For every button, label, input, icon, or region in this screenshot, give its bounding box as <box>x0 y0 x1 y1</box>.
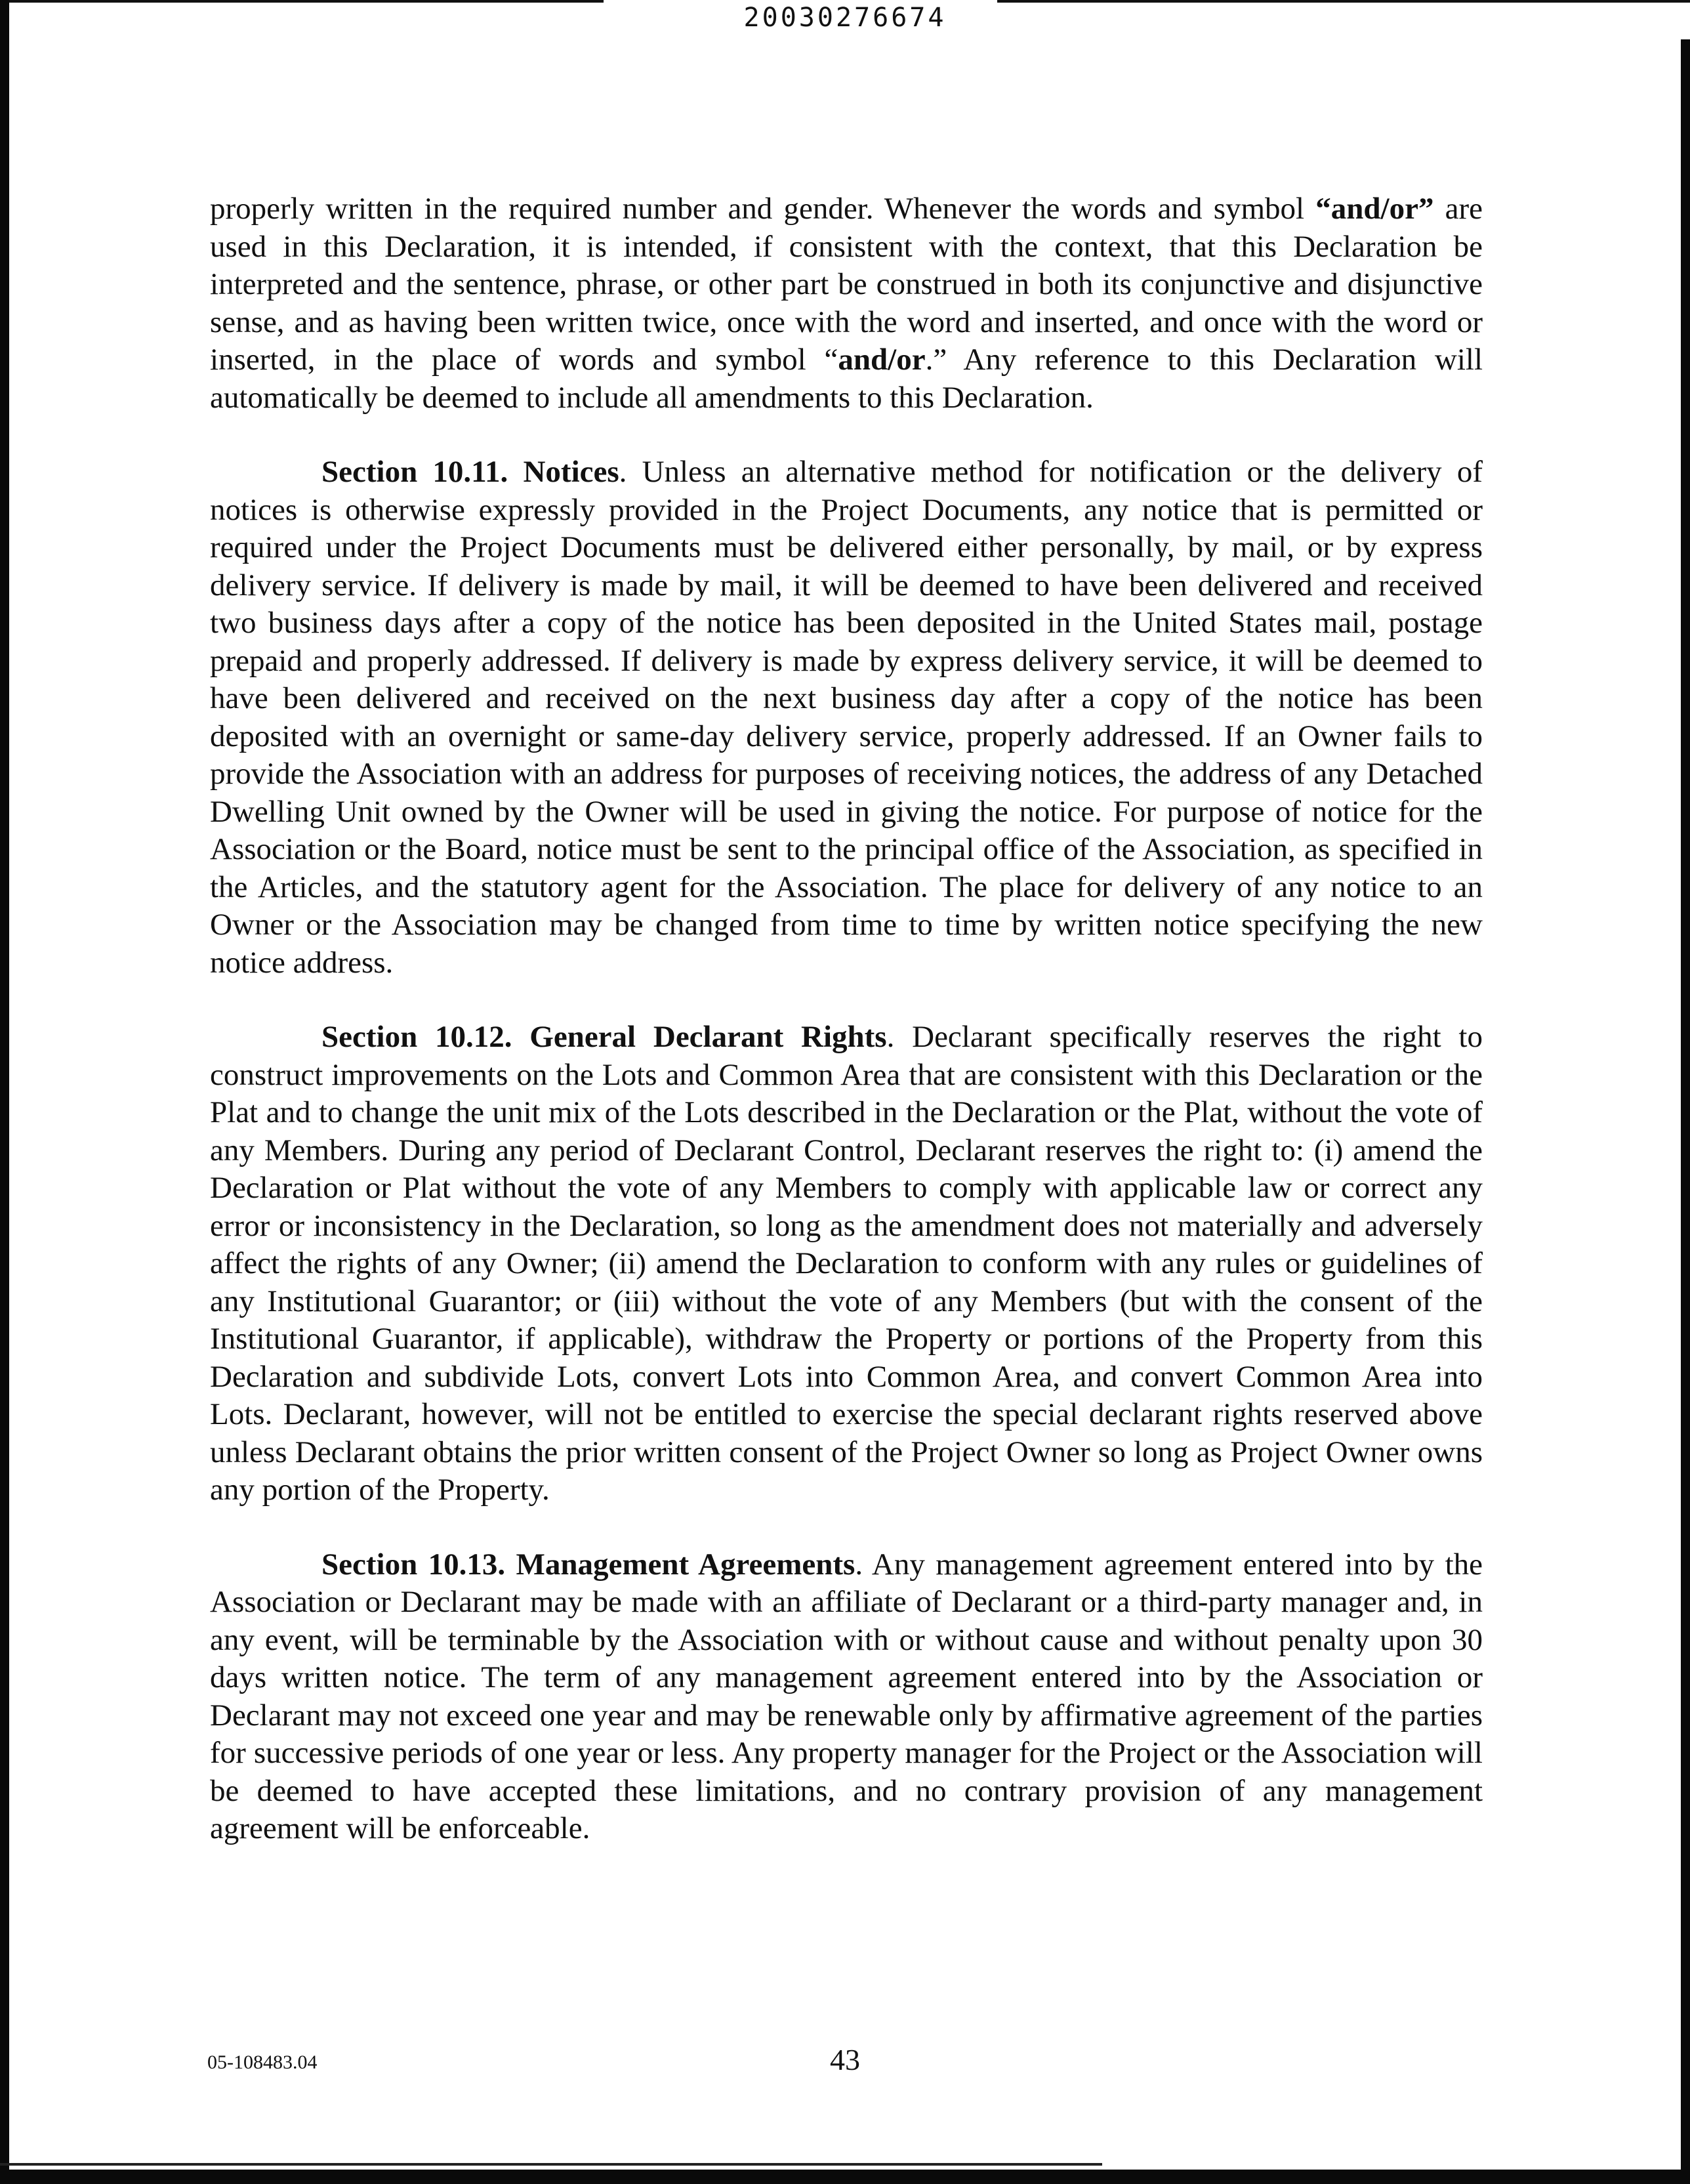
section-text: . Any management agreement entered into by the Association or Declarant may be made with an affiliate of Declarant or a third-party manager and, in any event, will be terminable by the Association with or without cause and without penalty upon 30 days written notice. The term of any management agreement entered into by the Association or Declarant may not exceed one year and may be renewable only by affirmative agreement of the parties for successive periods of one year or less. Any property manager for the Project or the Association will be deemed to have accepted these limitations, and no contrary provision of any management agreement will be enforceable. <box>210 1547 1483 1845</box>
paragraph-text: .” Any reference to this Declaration will automatically be deemed to include all amendments to this Declaration. <box>210 343 1483 415</box>
recording-number: 20030276674 <box>743 3 947 33</box>
section-text: . Declarant specifically reserves the right to construct improvements on the Lots and Common Area that are consistent with this Declaration or the Plat and to change the unit mix of the Lots described in the Declaration or the Plat, without the vote of any Members. During any period of Declarant Control, Declarant reserves the right to: (i) amend the Declaration or Plat without the vote of any Members to comply with applicable law or correct any error or inconsistency in the Declaration, so long as the amendment does not materially and adversely affect the rights of any Owner; (ii) amend the Declaration to conform with any rules or guidelines of any Institutional Guarantor; or (iii) without the vote of any Members (but with the consent of the Institutional Guarantor, if applicable), withdraw the Property or portions of the Property from this Declaration and subdivide Lots, convert Lots into Common Area, and convert Common Area into Lots. Declarant, however, will not be entitled to exercise the special declarant rights reserved above unless Declarant obtains the prior written consent of the Project Owner so long as Project Owner owns any portion of the Property. <box>210 1020 1483 1507</box>
and-or-term: “and/or” <box>1315 192 1434 226</box>
scan-right-edge <box>1681 39 1690 2184</box>
section-heading: Section 10.11. Notices <box>321 455 619 489</box>
scan-bottom-rule <box>0 2163 1102 2166</box>
section-10-13-management-agreements <box>210 1546 1483 1848</box>
document-id: 05-108483.04 <box>207 2051 318 2073</box>
section-10-11-notices <box>210 453 1483 982</box>
paragraph-interpretation <box>210 190 1483 417</box>
section-text: . Unless an alternative method for notification or the delivery of notices is otherwise expressly provided in the Project Documents, any notice that is permitted or required under the Project Documents must be delivered either personally, by mail, or by express delivery service. If delivery is made by mail, it will be deemed to have been delivered and received two business days after a copy of the notice has been deposited in the United States mail, postage prepaid and properly addressed. If delivery is made by express delivery service, it will be deemed to have been delivered and received on the next business day after a copy of the notice has been deposited with an overnight or same-day delivery service, properly addressed. If an Owner fails to provide the Association with an address for purposes of receiving notices, the address of any Detached Dwelling Unit owned by the Owner will be used in giving the notice. For purpose of notice for the Association or the Board, notice must be sent to the principal office of the Association, as specified in the Articles, and the statutory agent for the Association. The place for delivery of any notice to an Owner or the Association may be changed from time to time by written notice specifying the new notice address. <box>210 455 1483 980</box>
section-10-12-general-declarant-rights <box>210 1018 1483 1509</box>
document-body <box>210 190 1483 1885</box>
section-heading: Section 10.13. Management Agreements <box>321 1547 855 1582</box>
scan-left-edge <box>0 0 9 2184</box>
and-or-term: and/or <box>838 343 926 377</box>
paragraph-text: properly written in the required number and gender. Whenever the words and symbol <box>210 192 1316 226</box>
section-heading: Section 10.12. General Declarant Rights <box>321 1020 887 1054</box>
page-number: 43 <box>830 2043 860 2076</box>
paragraph-text: are used in this Declaration, it is intended, if consistent with the context, that this Declaration be interpreted and the sentence, phrase, or other part be construed in both its conjunctive and disjunctive sense, and as having been written twice, once with the word and inserted, and once with the word or inserted, in the place of words and symbol “ <box>210 192 1483 377</box>
scan-bottom-edge <box>0 2170 1690 2184</box>
